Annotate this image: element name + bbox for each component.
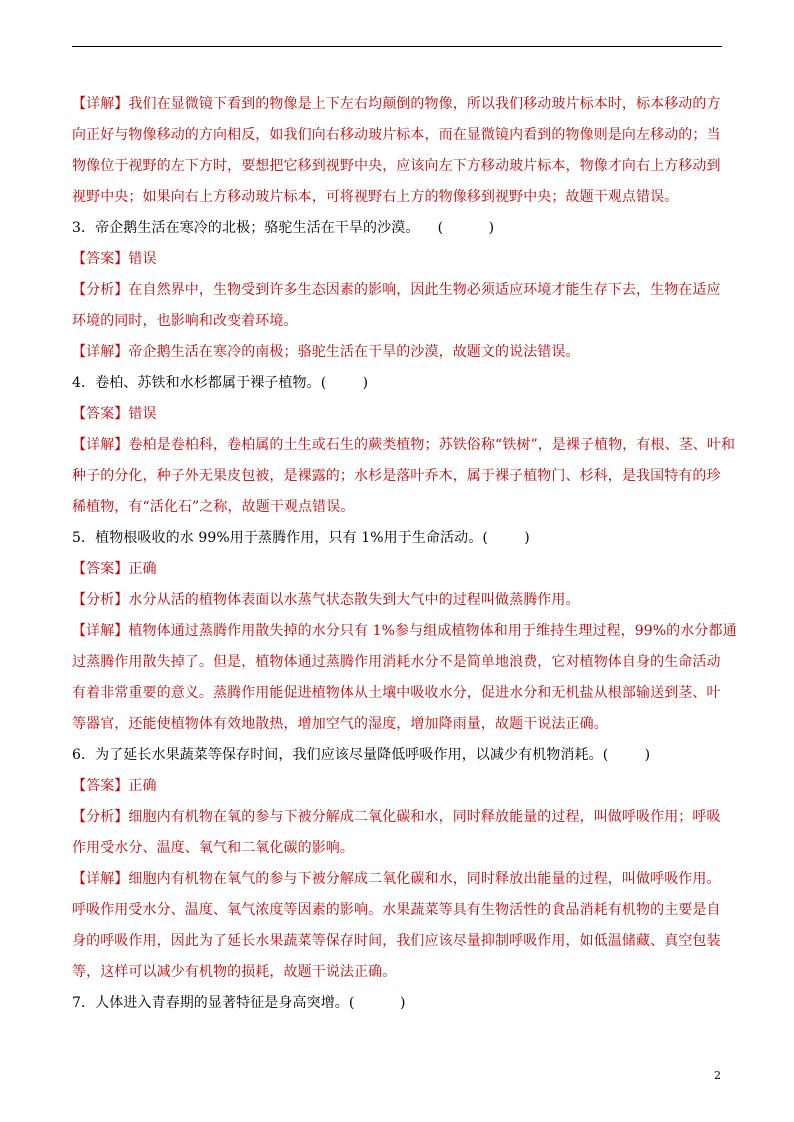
text-line: 视野中央；如果向右上方移动玻片标本，可将视野右上方的物像移到视野中央；故题干观点错误。 <box>72 189 679 205</box>
text-line: 过蒸腾作用散失掉了。但是，植物体通过蒸腾作用消耗水分不是简单地浪费，它对植物体自身的生命活动 <box>72 654 721 670</box>
explanation-paragraph <box>72 616 737 740</box>
explanation-paragraph <box>72 337 724 368</box>
text-line: 种子的分化，种子外无果皮包被，是裸露的；水杉是落叶乔木，属于裸子植物门、杉科，是我国特有的珍 <box>72 468 721 484</box>
question-paragraph <box>72 988 724 1019</box>
text-line: 【分析】细胞内有机物在氧的参与下被分解成二氧化碳和水，同时释放能量的过程，叫做呼吸作用；呼吸 <box>72 809 721 825</box>
text-line: 【答案】错误 <box>72 406 157 422</box>
text-line: 【详解】细胞内有机物在氧气的参与下被分解成二氧化碳和水，同时释放出能量的过程，叫做呼吸作用。 <box>72 871 721 887</box>
text-line: 等器官，还能使植物体有效地散热，增加空气的湿度，增加降雨量，故题干说法正确。 <box>72 716 608 732</box>
text-line: 7．人体进入青春期的显著特征是身高突增。( ) <box>72 995 406 1011</box>
header-rule <box>72 46 722 47</box>
text-line: 4．卷柏、苏铁和水杉都属于裸子植物。( ) <box>72 375 369 391</box>
text-line: 3．帝企鹅生活在寒冷的北极；骆驼生活在干旱的沙漠。 ( ) <box>72 220 495 236</box>
text-line: 作用受水分、温度、氧气和二氧化碳的影响。 <box>72 840 354 856</box>
question-paragraph <box>72 740 724 771</box>
text-line: 等，这样可以减少有机物的损耗，故题干说法正确。 <box>72 964 397 980</box>
analysis-paragraph <box>72 275 724 337</box>
answer-paragraph <box>72 771 724 802</box>
question-paragraph <box>72 368 724 399</box>
text-line: 环境的同时，也影响和改变着环境。 <box>72 313 298 329</box>
answer-paragraph <box>72 244 724 275</box>
text-line: 【答案】正确 <box>72 778 157 794</box>
text-line: 【分析】水分从活的植物体表面以水蒸气状态散失到大气中的过程叫做蒸腾作用。 <box>72 592 580 608</box>
text-line: 身的呼吸作用，因此为了延长水果蔬菜等保存时间，我们应该尽量抑制呼吸作用，如低温储藏、真空包装 <box>72 933 721 949</box>
answer-paragraph <box>72 399 724 430</box>
text-line: 向正好与物像移动的方向相反，如我们向右移动玻片标本，而在显微镜内看到的物像则是向左移动的；当 <box>72 127 721 143</box>
text-line: 物像位于视野的左下方时，要想把它移到视野中央，应该向左下方移动玻片标本，物像才向右上方移动到 <box>72 158 721 174</box>
text-line: 【详解】我们在显微镜下看到的物像是上下左右均颠倒的物像，所以我们移动玻片标本时，标本移动的方 <box>72 96 721 112</box>
analysis-paragraph <box>72 802 724 864</box>
page-number: 2 <box>714 1069 721 1082</box>
text-line: 【详解】帝企鹅生活在寒冷的南极；骆驼生活在干旱的沙漠，故题文的说法错误。 <box>72 344 580 360</box>
analysis-paragraph <box>72 585 724 616</box>
explanation-paragraph <box>72 430 736 523</box>
text-line: 呼吸作用受水分、温度、氧气浓度等因素的影响。水果蔬菜等具有生物活性的食品消耗有机物的主要是自 <box>72 902 721 918</box>
answer-paragraph <box>72 554 724 585</box>
text-line: 【答案】正确 <box>72 561 157 577</box>
explanation-paragraph <box>72 89 724 213</box>
text-line: 【分析】在自然界中，生物受到许多生态因素的影响，因此生物必须适应环境才能生存下去，生物在适应 <box>72 282 721 298</box>
text-line: 【详解】卷柏是卷柏科，卷柏属的土生或石生的蕨类植物；苏铁俗称“铁树”，是裸子植物，有根、茎、叶和 <box>72 437 736 453</box>
question-paragraph <box>72 213 724 244</box>
text-line: 6．为了延长水果蔬菜等保存时间，我们应该尽量降低呼吸作用，以减少有机物消耗。( ) <box>72 747 651 763</box>
text-line: 【详解】植物体通过蒸腾作用散失掉的水分只有 1%参与组成植物体和用于维持生理过程，99%的水分都通 <box>72 623 737 639</box>
question-paragraph <box>72 523 724 554</box>
text-line: 5．植物根吸收的水 99%用于蒸腾作用，只有 1%用于生命活动。( ) <box>72 530 530 546</box>
explanation-paragraph <box>72 864 724 988</box>
document-body <box>72 89 737 1019</box>
text-line: 有着非常重要的意义。蒸腾作用能促进植物体从土壤中吸收水分，促进水分和无机盐从根部输送到茎、叶 <box>72 685 721 701</box>
text-line: 稀植物，有“活化石”之称，故题干观点错误。 <box>72 499 355 515</box>
text-line: 【答案】错误 <box>72 251 157 267</box>
